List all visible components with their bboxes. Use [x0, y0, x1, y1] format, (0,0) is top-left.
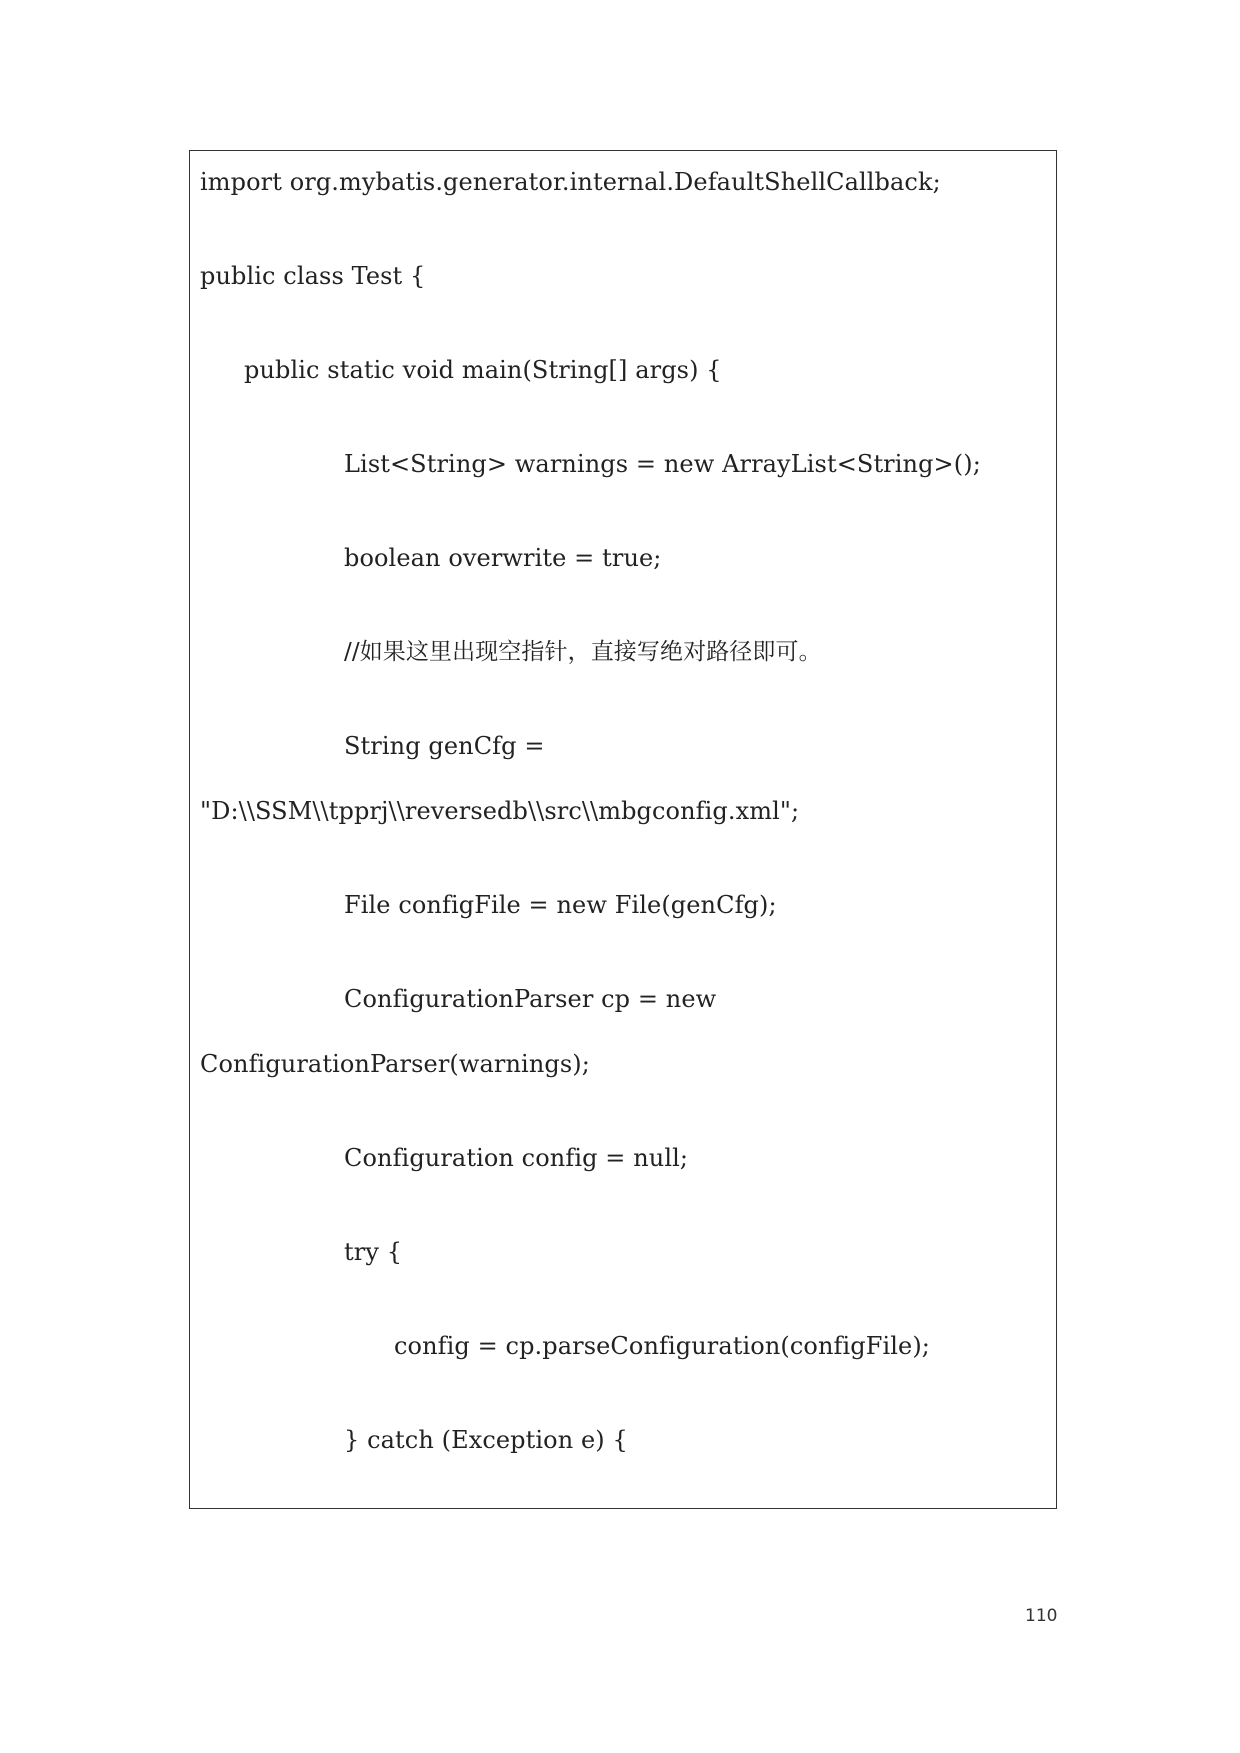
code-line-gencfg: String genCfg =	[344, 732, 545, 760]
code-line-config-null: Configuration config = null;	[344, 1144, 689, 1172]
code-listing-box	[189, 150, 1057, 1509]
code-line-parse-config: config = cp.parseConfiguration(configFile);	[394, 1332, 930, 1360]
code-line-warnings: List<String> warnings = new ArrayList<String>();	[344, 450, 981, 478]
code-line-parser-cont: ConfigurationParser(warnings);	[200, 1050, 590, 1078]
code-line-parser: ConfigurationParser cp = new	[344, 985, 717, 1013]
code-line-overwrite: boolean overwrite = true;	[344, 544, 662, 572]
code-line-class-decl: public class Test {	[200, 262, 426, 290]
code-line-comment: //如果这里出现空指针，直接写绝对路径即可。	[344, 639, 822, 665]
code-line-try: try {	[344, 1238, 403, 1266]
page-number: 110	[1025, 1606, 1058, 1626]
code-line-import: import org.mybatis.generator.internal.DefaultShellCallback;	[200, 168, 941, 196]
code-line-main-method: public static void main(String[] args) {	[244, 356, 722, 384]
code-line-configfile: File configFile = new File(genCfg);	[344, 891, 777, 919]
code-line-gencfg-path: "D:\\SSM\\tpprj\\reversedb\\src\\mbgconfig.xml";	[200, 797, 800, 825]
code-line-catch: } catch (Exception e) {	[344, 1426, 628, 1454]
